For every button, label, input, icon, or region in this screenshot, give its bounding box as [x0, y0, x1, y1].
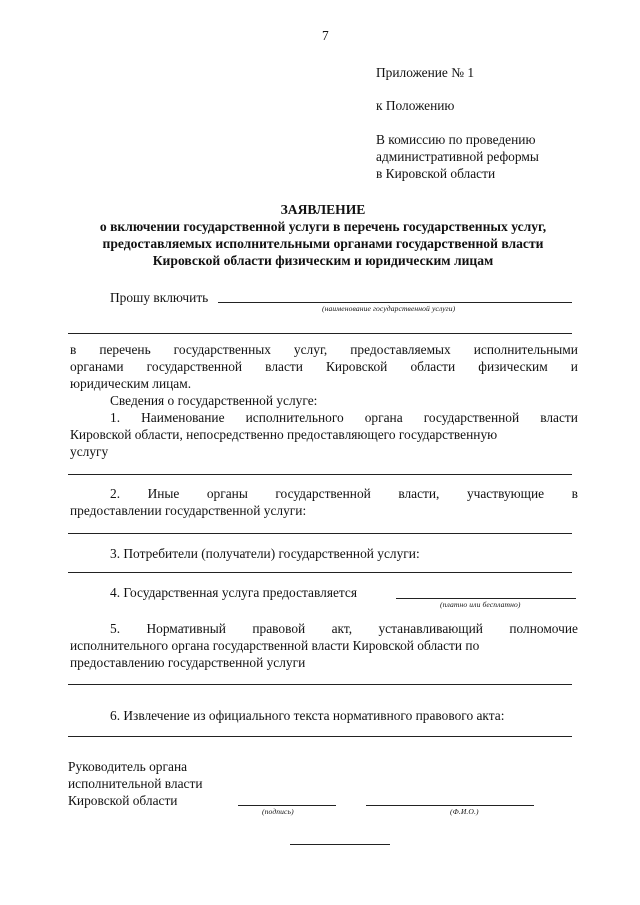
item-2-line-2: предоставлении государственной услуги: — [70, 503, 307, 518]
service-name-fill-line-2 — [68, 333, 572, 334]
signature-caption: (подпись) — [262, 807, 294, 816]
item-4: 4. Государственная услуга предоставляется — [110, 585, 358, 600]
title-line-3: Кировской области физическим и юридическим лицам — [152, 253, 494, 268]
request-paragraph-line-3: юридическим лицам. — [70, 376, 192, 391]
title-line-1: о включении государственной услуги в перечень государственных услуг, — [99, 219, 547, 234]
document-title: ЗАЯВЛЕНИЕ — [280, 202, 366, 217]
item-1-line-2: Кировской области, непосредственно предоставляющего государственную — [70, 427, 498, 442]
full-name-caption: (Ф.И.О.) — [450, 807, 479, 816]
item-2-line-1: 2. Иные органы государственной власти, участвующие в — [110, 486, 578, 501]
item-6: 6. Извлечение из официального текста нормативного правового акта: — [110, 708, 505, 723]
item-6-fill-line — [68, 736, 572, 737]
item-5-line-3: предоставлению государственной услуги — [70, 655, 306, 670]
commission-line-3: в Кировской области — [376, 166, 496, 181]
item-1-line-1: 1. Наименование исполнительного органа государственной власти — [110, 410, 578, 425]
info-heading: Сведения о государственной услуге: — [110, 393, 318, 408]
item-5-line-1: 5. Нормативный правовой акт, устанавливающий полномочие — [110, 621, 578, 636]
request-paragraph-line-2: органами государственной власти Кировской области физическим и — [70, 359, 578, 374]
bottom-separator-line — [290, 844, 390, 845]
item-3: 3. Потребители (получатели) государственной услуги: — [110, 546, 420, 561]
item-4-caption: (платно или бесплатно) — [440, 600, 521, 609]
item-1-fill-line — [68, 474, 572, 475]
item-4-fill-line — [396, 598, 576, 599]
regulation-label: к Положению — [376, 98, 455, 113]
appendix-label: Приложение № 1 — [376, 65, 475, 80]
signature-line-2: исполнительной власти — [68, 776, 203, 791]
commission-line-1: В комиссию по проведению — [376, 132, 536, 147]
item-2-fill-line — [68, 533, 572, 534]
service-name-caption: (наименование государственной услуги) — [322, 304, 456, 313]
commission-line-2: административной реформы — [376, 149, 539, 164]
signature-line-3: Кировской области — [68, 793, 178, 808]
signature-fill-line — [238, 805, 336, 806]
item-5-fill-line — [68, 684, 572, 685]
full-name-fill-line — [366, 805, 534, 806]
service-name-fill-line — [218, 302, 572, 303]
item-1-line-3: услугу — [70, 444, 109, 459]
request-prefix: Прошу включить — [110, 290, 209, 305]
page-number: 7 — [322, 28, 329, 43]
title-line-2: предоставляемых исполнительными органами государственной власти — [102, 236, 544, 251]
item-5-line-2: исполнительного органа государственной власти Кировской области по — [70, 638, 480, 653]
request-paragraph-line-1: в перечень государственных услуг, предоставляемых исполнительными — [70, 342, 578, 357]
signature-line-1: Руководитель органа — [68, 759, 188, 774]
item-3-fill-line — [68, 572, 572, 573]
